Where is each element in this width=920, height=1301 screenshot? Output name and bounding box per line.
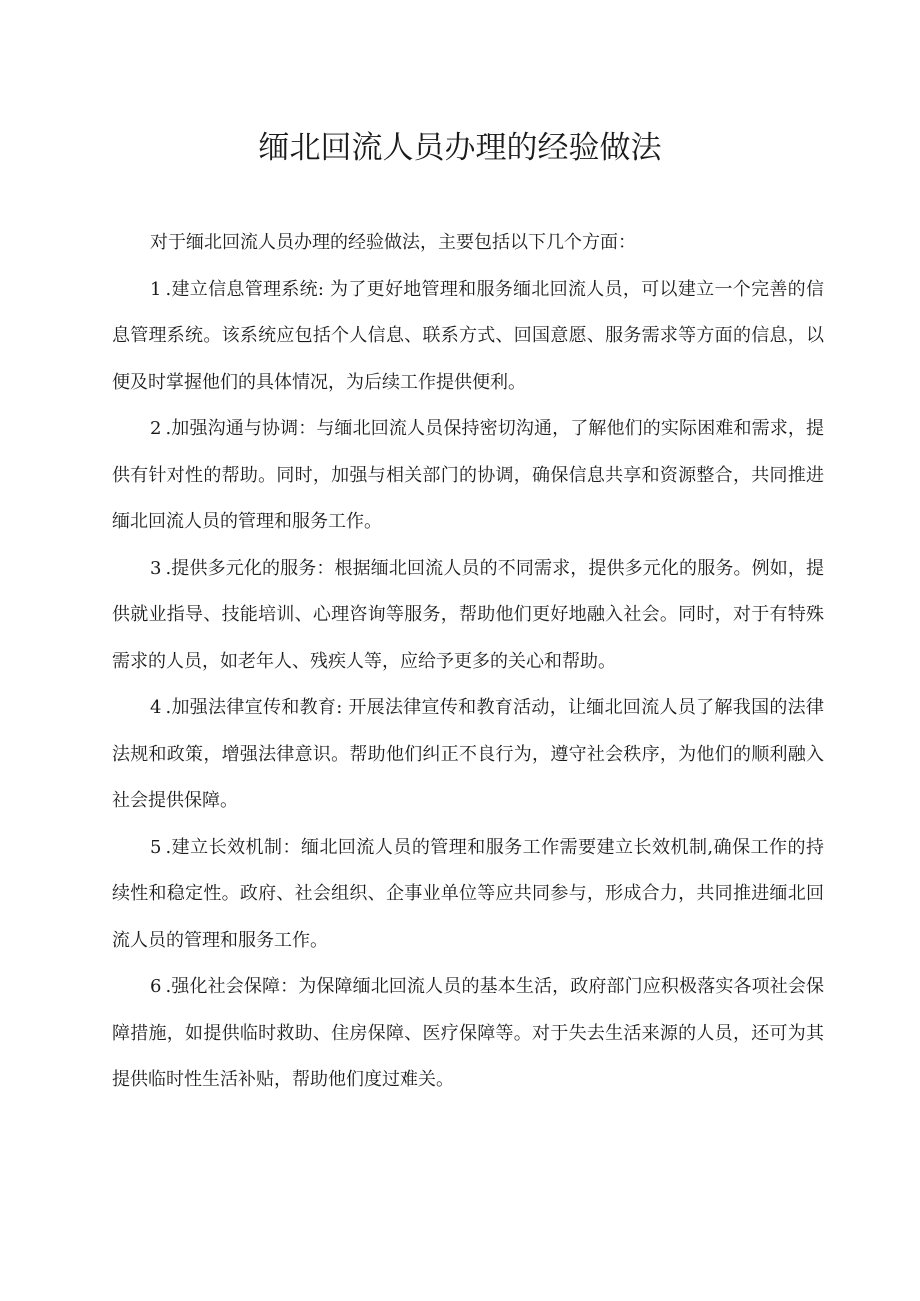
- item-text: .强化社会保障：为保障缅北回流人员的基本生活，政府部门应积极落实各项社会保障措施，如提供临时救助、住房保障、医疗保障等。对于失去生活来源的人员，还可为其提供临时性生活补贴，帮助他们度过难关。: [112, 976, 824, 1090]
- list-item: [112, 267, 824, 407]
- intro-paragraph: 对于缅北回流人员办理的经验做法，主要包括以下几个方面：: [150, 232, 636, 253]
- document-body: [112, 220, 824, 1104]
- item-text: .提供多元化的服务：根据缅北回流人员的不同需求，提供多元化的服务。例如，提供就业指导、技能培训、心理咨询等服务，帮助他们更好地融入社会。同时，对于有特殊需求的人员，如老年人、残疾人等，应给予更多的关心和帮助。: [112, 557, 824, 672]
- item-number: 5: [150, 836, 162, 858]
- list-item: [112, 964, 824, 1104]
- document-title: 缅北回流人员办理的经验做法: [258, 130, 662, 166]
- item-number: 2: [150, 418, 162, 439]
- list-item: [112, 546, 824, 686]
- item-number: 3: [150, 557, 162, 579]
- item-number: 1: [150, 278, 162, 300]
- item-number: 4: [150, 697, 162, 718]
- list-item: [112, 685, 824, 825]
- item-text: .建立长效机制：缅北回流人员的管理和服务工作需要建立长效机制,确保工作的持续性和稳定性。政府、社会组织、企事业单位等应共同参与，形成合力，共同推进缅北回流人员的管理和服务工作。: [112, 836, 824, 951]
- item-text: .加强法律宣传和教育: 开展法律宣传和教育活动，让缅北回流人员了解我国的法律法规和政策，增强法律意识。帮助他们纠正不良行为，遵守社会秩序，为他们的顺利融入社会提供保障。: [112, 697, 824, 811]
- item-text: .建立信息管理系统: 为了更好地管理和服务缅北回流人员，可以建立一个完善的信息管理系统。该系统应包括个人信息、联系方式、回国意愿、服务需求等方面的信息，以便及时掌握他们的具体情况，为后续工作提供便利。: [112, 278, 824, 393]
- item-text: .加强沟通与协调：与缅北回流人员保持密切沟通，了解他们的实际困难和需求，提供有针对性的帮助。同时，加强与相关部门的协调，确保信息共享和资源整合，共同推进缅北回流人员的管理和服务工作。: [112, 418, 824, 532]
- list-item: [112, 406, 824, 546]
- list-item: [112, 825, 824, 965]
- item-number: 6: [150, 976, 162, 997]
